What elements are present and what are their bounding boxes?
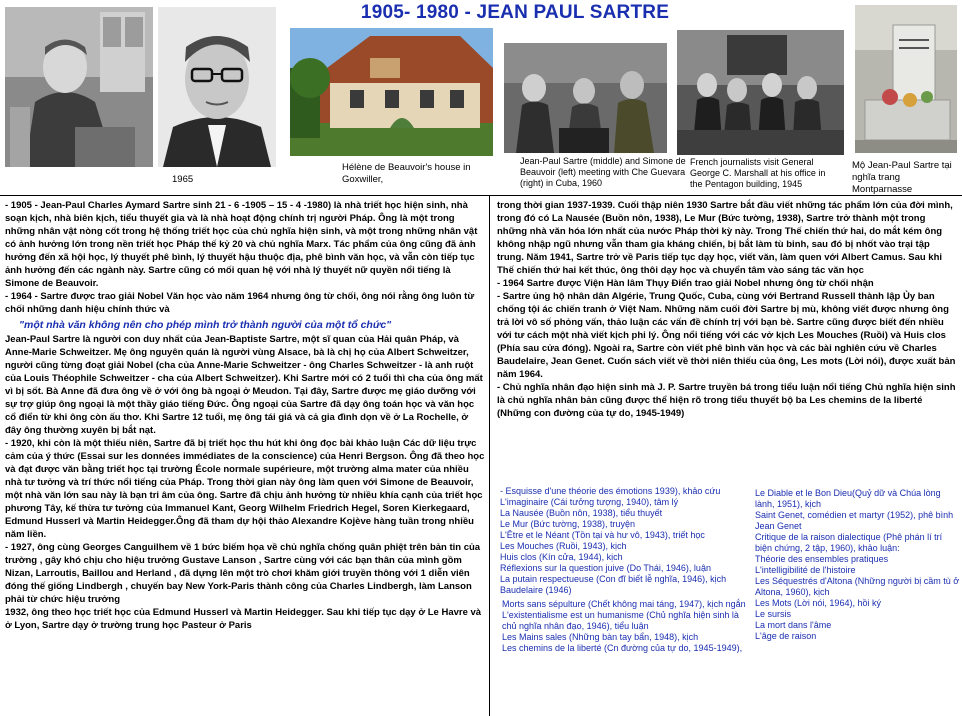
- work-item: L'existentialisme est un humanisme (Chủ nghĩa hiện sinh là chủ nghĩa nhân đạo, 1946), tiểu luận: [502, 610, 739, 631]
- work-item: Critique de la raison dialectique (Phê phán lí trí biện chứng, 2 tập, 1960), khảo luận:: [755, 532, 943, 553]
- caption-photo-4: Jean-Paul Sartre (middle) and Simone de Beauvoir (left) meeting with Che Guevara (right) in Cuba, 1960: [520, 156, 686, 188]
- work-item: L'imaginaire (Cái tưởng tượng, 1940), tâm lý: [500, 497, 679, 507]
- works-list-left-b: [502, 599, 754, 654]
- left-column: [5, 199, 486, 632]
- paragraph-nobel: - 1964 - Sartre được trao giải Nobel Văn học vào năm 1964 nhưng ông từ chối, ông nói rằng ông luôn từ chối những danh hiệu chính thức và: [5, 291, 475, 315]
- work-item: Les chemins de la liberté (Cn đường của tự do, 1945-1949),: [502, 643, 743, 653]
- work-item: Les Séquestrés d'Altona (Những người bị cầm tù ở Altona, 1960), kịch: [755, 576, 960, 597]
- work-item: Saint Genet, comédien et martyr (1952), phê bình Jean Genet: [755, 510, 954, 531]
- photo-sartre-portrait-1965: [158, 7, 276, 167]
- work-item: La putain respectueuse (Con đĩ biết lễ nghĩa, 1946), kịch: [500, 574, 727, 584]
- quote-writer: "một nhà văn không nên cho phép mình trở thành người của một tổ chức": [19, 319, 392, 331]
- work-item: Le sursis: [755, 609, 792, 619]
- work-item: L'intelligibilité de l'histoire: [755, 565, 856, 575]
- work-item: Morts sans sépulture (Chết không mai táng, 1947), kịch ngắn: [502, 599, 746, 609]
- work-item: Le Diable et le Bon Dieu(Quỷ dữ và Chúa lòng lành, 1951), kịch: [755, 488, 941, 509]
- paragraph-birth: - 1905 - Jean-Paul Charles Aymard Sartre sinh 21 - 6 -1905 – 15 - 4 -1980) là nhà triết học hiện sinh, nhà soạn kịch, nhà biên kịch, tiểu thuyết gia và là nhà hoạt động chính trị người Pháp. Ông là một trong những nhân vật nòng cốt trong hệ thống triết học của chủ nghĩa hiện sinh, và một trong những nhân vật có ảnh hưởng lớn trong nền triết học Pháp thế kỷ 20 và chủ nghĩa Marx. Tác phẩm của ông cũng đã ảnh hưởng đến xã hội học, lý thuyết phê bình, lý thuyết hậu thuộc địa, phê bình văn học, và vẫn còn tiếp tục ảnh hưởng đến các ngành này. Sartre cũng có mối quan hệ với nhà lý thuyết nữ quyền nổi tiếng là Simone de Beauvoir.: [5, 200, 478, 289]
- paragraph-humanism: - Chủ nghĩa nhân đạo hiện sinh mà J. P. Sartre truyền bá trong tiểu luận nổi tiếng Chủ nghĩa hiện sinh là chủ nghĩa nhân bản cũng được thể hiện rõ trong tiểu thuyết bộ ba Les chemins de la liberté (Những con đường của tự do, 1945-1949): [497, 382, 956, 419]
- work-item: L'Être et le Néant (Tồn tại và hư vô, 1943), triết học: [500, 530, 705, 540]
- paragraph-1927: - 1927, ông cùng Georges Canguilhem về 1 bức biếm họa về chủ nghĩa chống quân phiệt trên bản tin của trường , gây khó chịu cho hiệu trưởng Gustave Lanson , Sartre cùng với các bạn thân của mình gồm Nizan, Larroutis, Baillou and Herland , đã dựng lên một trò chơi khăm giới truyền thông với 1 diễn viên đóng thế giống Lindbergh , chuyến bay New York-Paris thành công của Charles Lindbergh, làm Lanson phải từ chức hiệu trưởng: [5, 542, 481, 605]
- caption-photo-6: Mộ Jean-Paul Sartre tại nghĩa trang Montparnasse: [852, 160, 952, 195]
- work-item: La Nausée (Buồn nôn, 1938), tiểu thuyết: [500, 508, 663, 518]
- caption-photo-5: French journalists visit General George C. Marshall at his office in the Pentagon building, 1945: [690, 157, 826, 189]
- photo-sartre-grave: [855, 5, 957, 153]
- paragraph-nobel-refusal: - 1964 Sartre được Viện Hàn lâm Thụy Điển trao giải Nobel nhưng ông từ chối nhận: [497, 278, 874, 289]
- work-item: Le Mur (Bức tường, 1938), truyện: [500, 519, 636, 529]
- work-item: Les Mains sales (Những bàn tay bẩn, 1948), kịch: [502, 632, 699, 642]
- work-item: L'âge de raison: [755, 631, 817, 641]
- photo-beauvoir-house: [290, 28, 493, 156]
- works-list-left-a: [500, 486, 745, 596]
- work-item: Théorie des ensembles pratiques: [755, 554, 889, 564]
- works-list-right: [755, 488, 960, 642]
- right-column: [497, 199, 957, 420]
- work-item: Huis clos (Kín cửa, 1944), kịch: [500, 552, 623, 562]
- work-item: Les Mouches (Ruồi, 1943), kịch: [500, 541, 627, 551]
- work-item: Baudelaire (1946): [500, 585, 572, 595]
- paragraph-family: Jean-Paul Sartre là người con duy nhất của Jean-Baptiste Sartre, một sĩ quan của Hải quân Pháp, và Anne-Marie Schweitzer. Mẹ ông nguyên quán là người vùng Alsace, bà là chị họ của Albert Schweitzer, người cũng từng đoạt giải Nobel (cha của Anne-Marie Schweitzer - ông Charles Schweitzer - là anh ruột của Louis Théophile Schweitzer - cha của Albert Schweitzer). Khi Sartre mới có 2 tuổi thì cha của ông mất vì bị sốt. Bà Anne đã đưa ông về ở với ông bà ngoại ở Meudon. Tại đây, Sartre được mẹ giáo dưỡng với sự trợ giúp ông ngoại là một thầy giáo tiếng Đức. Ông ngoại của Sartre đã dạy ông toán học và văn học cổ điển từ khi ông còn ấu thơ. Khi Sartre 12 tuổi, mẹ ông tái giá và cả gia đình dọn về ở La Rochelle, ở đây ông thường xuyên bị bắt nạt.: [5, 334, 483, 436]
- paragraph-1937: trong thời gian 1937-1939. Cuối thập niên 1930 Sartre bắt đầu viết những tác phẩm lớn của đời mình, trong đó có La Nausée (Buồn nôn, 1938), Le Mur (Bức tường, 1938), Sartre trở thành một trong những nhà văn hóa lớn nhất của nước Pháp thời kỳ này. Trong Thế chiến thứ hai, do mắt kém ông không nhập ngũ nhưng vẫn tham gia kháng chiến, bị bắt làm tù binh, sau đó bị nhốt vào trại tập trung. Năm 1941, Sartre trở về Paris tiếp tục dạy học, viết văn, làm quen với Albert Camus. Sau khi Thế chiến thứ hai kết thúc, ông thôi dạy học và chuyển tâm vào sáng tác văn học: [497, 200, 953, 276]
- work-item: Réflexions sur la question juive (Do Thái, 1946), luận: [500, 563, 711, 573]
- caption-photo-3: Hélène de Beauvoir's house in Goxwiller,: [342, 162, 471, 185]
- divider-horizontal: [0, 195, 962, 196]
- photo-marshall-pentagon: [677, 30, 844, 155]
- work-item: - Esquisse d'une théorie des émotions 1939), khảo cứu: [500, 486, 721, 496]
- work-item: La mort dans l'âme: [755, 620, 832, 630]
- paragraph-politics: - Sartre ủng hộ nhân dân Algérie, Trung Quốc, Cuba, cùng với Bertrand Russell thành lập Ủy ban chống tội ác chiến tranh ở Việt Nam. Những năm cuối đời Sartre bị mù, không viết được nhưng ông trả lời vô số phỏng vấn, thảo luận các vấn đề chính trị với bạn bè. Sartre cũng được biết đến nhiều với tư cách một nhà viết kịch phi lý. Ông nổi tiếng với các vở kịch Les Mouches (Ruồi) và Huis clos (Phía sau cửa đóng). Ngoài ra, Sartre còn viết phê bình văn học và các bài nghiên cứu về Charles Baudelaire, Jean Genet. Cuốn sách viết về thời niên thiếu của ông, Les mots (Lời nói), được xuất bản năm 1964.: [497, 291, 956, 380]
- photo-sartre-seated: [5, 7, 153, 167]
- divider-vertical: [489, 195, 490, 716]
- page-title: 1905- 1980 - JEAN PAUL SARTRE: [360, 2, 670, 23]
- paragraph-1920: - 1920, khi còn là một thiếu niên, Sartre đã bị triết học thu hút khi ông đọc bài khảo luận Các dữ liệu trực cảm của ý thức (Essai sur les données immédiates de la conscience) của Henri Bergson. Ông đã theo học và đạt được văn bằng triết học tại trường École normale supérieure, một trường alma mater của nhiều nhà tư tưởng và trí thức nổi tiếng của Pháp. Trong thời gian này ông làm quen với Simone de Beauvoir, một nhà văn lớn sau này là bạn tri âm của ông. Sartre đã chịu ảnh hưởng từ nhiều khía cạnh của triết học phương Tây, kế thừa tư tưởng của Immanuel Kant, Georg Wilhelm Friedrich Hegel, Soren Kierkegaard, Edmund Husserl và Martin Heidegger.Ông đã tham dự hội thảo Alexandre Kojève hàng tuần trong nhiều năm liền.: [5, 438, 485, 540]
- paragraph-1932: 1932, ông theo học triết học của Edmund Husserl và Martin Heidegger. Sau khi tiếp tục dạy ở Le Havre và ở Lyon, Sartre dạy ở trường trung học Pasteur ở Paris: [5, 607, 482, 631]
- photo-che-guevara-meeting: [504, 43, 667, 153]
- caption-photo-2: 1965: [172, 174, 194, 185]
- work-item: Les Mots (Lời nói, 1964), hồi ký: [755, 598, 881, 608]
